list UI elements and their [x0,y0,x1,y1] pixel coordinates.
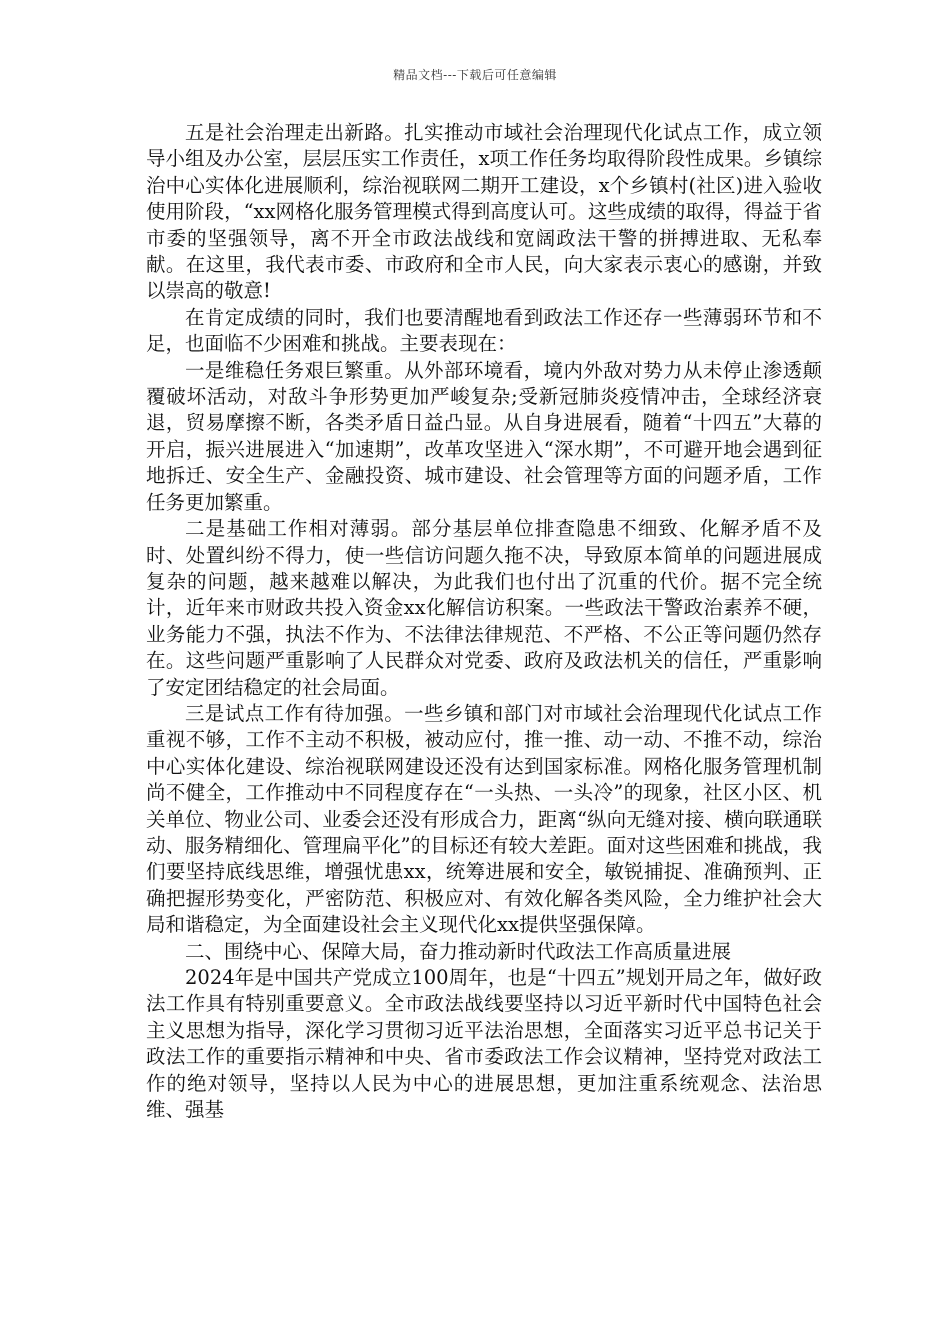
paragraph: 在肯定成绩的同时，我们也要清醒地看到政法工作还存一些薄弱环节和不足，也面临不少困难和挑战。主要表现在： [146,305,822,356]
paragraph: 二是基础工作相对薄弱。部分基层单位排查隐患不细致、化解矛盾不及时、处置纠纷不得力，使一些信访问题久拖不决，导致原本简单的问题进展成复杂的问题，越来越难以解决，为此我们也付出了沉重的代价。据不完全统计，近年来市财政共投入资金xx化解信访积案。一些政法干警政治素养不硬，业务能力不强，执法不作为、不法律法律规范、不严格、不公正等问题仍然存在。这些问题严重影响了人民群众对党委、政府及政法机关的信任，严重影响了安定团结稳定的社会局面。 [146,517,822,699]
paragraph: 三是试点工作有待加强。一些乡镇和部门对市域社会治理现代化试点工作重视不够，工作不主动不积极，被动应付，推一推、动一动、不推不动，综治中心实体化建设、综治视联网建设还没有达到国家标准。网格化服务管理机制尚不健全，工作推动中不同程度存在“一头热、一头冷”的现象，社区小区、机关单位、物业公司、业委会还没有形成合力，距离“纵向无缝对接、横向联通联动、服务精细化、管理扁平化”的目标还有较大差距。面对这些困难和挑战，我们要坚持底线思维，增强忧患xx，统筹进展和安全，敏锐捕捉、准确预判、正确把握形势变化，严密防范、积极应对、有效化解各类风险，全力维护社会大局和谐稳定，为全面建设社会主义现代化xx提供坚强保障。 [146,701,822,937]
paragraph: 一是维稳任务艰巨繁重。从外部环境看，境内外敌对势力从未停止渗透颠覆破坏活动，对敌斗争形势更加严峻复杂;受新冠肺炎疫情冲击，全球经济衰退，贸易摩擦不断，各类矛盾日益凸显。从自身进展看，随着“十四五”大幕的开启，振兴进展进入“加速期”，改革攻坚进入“深水期”，不可避开地会遇到征地拆迁、安全生产、金融投资、城市建设、社会管理等方面的问题矛盾，工作任务更加繁重。 [146,358,822,514]
section-heading: 二、围绕中心、保障大局，奋力推动新时代政法工作高质量进展 [185,939,732,963]
paragraph: 2024年是中国共产党成立100周年，也是“十四五”规划开局之年，做好政法工作具有特别重要意义。全市政法战线要坚持以习近平新时代中国特色社会主义思想为指导，深化学习贯彻习近平法治思想，全面落实习近平总书记关于政法工作的重要指示精神和中央、省市委政法工作会议精神，坚持党对政法工作的绝对领导，坚持以人民为中心的进展思想，更加注重系统观念、法治思维、强基 [146,966,822,1122]
page-header: 精品文档---下载后可任意编辑 [393,68,557,82]
document-body [146,120,822,1123]
paragraph: 五是社会治理走出新路。扎实推动市域社会治理现代化试点工作，成立领导小组及办公室，层层压实工作责任，x项工作任务均取得阶段性成果。乡镇综治中心实体化进展顺利，综治视联网二期开工建设，x个乡镇村(社区)进入验收使用阶段，“xx网格化服务管理模式得到高度认可。这些成绩的取得，得益于省市委的坚强领导，离不开全市政法战线和宽阔政法干警的拼搏进取、无私奉献。在这里，我代表市委、市政府和全市人民，向大家表示衷心的感谢，并致以崇高的敬意! [146,121,822,303]
